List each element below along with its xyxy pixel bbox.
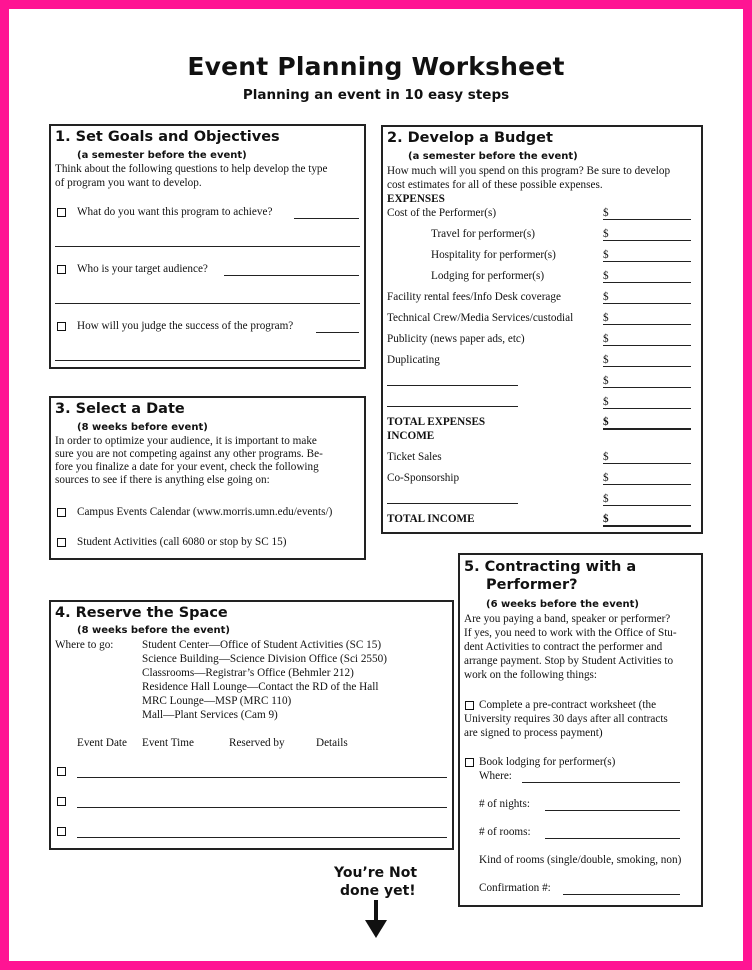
section-heading: 4. Reserve the Space <box>55 605 228 621</box>
answer-line[interactable] <box>294 218 359 219</box>
checkbox[interactable] <box>465 758 474 767</box>
where-label: Where to go: <box>55 639 114 651</box>
page-subtitle: Planning an event in 10 easy steps <box>242 87 510 103</box>
blank-income-line[interactable] <box>387 503 518 504</box>
question-label: Who is your target audience? <box>77 263 208 275</box>
checkbox[interactable] <box>57 322 66 331</box>
dollar-sign: $ <box>603 354 609 366</box>
total-expenses-label: TOTAL EXPENSES <box>387 416 486 428</box>
expense-item: Cost of the Performer(s) <box>387 207 497 219</box>
section-text: If yes, you need to work with the Office of Stu- <box>464 627 677 639</box>
reservation-line[interactable] <box>77 807 447 808</box>
location-item: Student Center—Office of Student Activities (SC 15) <box>142 639 382 651</box>
income-item: Co-Sponsorship <box>387 472 460 484</box>
section-intro: of program you want to develop. <box>55 177 202 189</box>
section-budget <box>381 125 703 534</box>
dollar-sign: $ <box>603 493 609 505</box>
column-header: Event Date <box>77 737 128 749</box>
rooms-label: # of rooms: <box>479 826 531 838</box>
dollar-sign: $ <box>603 396 609 408</box>
dollar-sign: $ <box>603 513 609 525</box>
amount-field[interactable] <box>603 261 691 262</box>
dollar-sign: $ <box>603 228 609 240</box>
lodging-where-field[interactable] <box>522 782 680 783</box>
rooms-field[interactable] <box>545 838 680 839</box>
column-header: Event Time <box>142 737 194 749</box>
arrow-down-icon <box>364 900 388 940</box>
checkbox[interactable] <box>465 701 474 710</box>
section-intro: How much will you spend on this program? Be sure to develop <box>387 165 671 177</box>
question-label: What do you want this program to achieve? <box>77 206 273 218</box>
amount-field[interactable] <box>603 484 691 485</box>
section-heading: 3. Select a Date <box>55 401 185 417</box>
confirmation-field[interactable] <box>563 894 680 895</box>
answer-line[interactable] <box>55 303 360 304</box>
section-heading: 1. Set Goals and Objectives <box>55 129 280 145</box>
dollar-sign: $ <box>603 249 609 261</box>
checkbox[interactable] <box>57 538 66 547</box>
lodging-where-label: Where: <box>479 770 512 782</box>
continue-note: done yet! <box>340 883 416 899</box>
checkbox[interactable] <box>57 208 66 217</box>
amount-field[interactable] <box>603 219 691 220</box>
checklist-item: Campus Events Calendar (www.morris.umn.edu/events/) <box>77 506 333 518</box>
section-heading: 2. Develop a Budget <box>387 130 553 146</box>
amount-field[interactable] <box>603 240 691 241</box>
section-text: Are you paying a band, speaker or performer? <box>464 613 671 625</box>
blank-expense-line[interactable] <box>387 406 518 407</box>
section-timing: (a semester before the event) <box>77 150 247 161</box>
section-text: work on the following things: <box>464 669 597 681</box>
location-item: Science Building—Science Division Office (Sci 2550) <box>142 653 387 665</box>
reservation-line[interactable] <box>77 777 447 778</box>
location-item: Classrooms—Registrar’s Office (Behmler 212) <box>142 667 354 679</box>
nights-field[interactable] <box>545 810 680 811</box>
total-income-label: TOTAL INCOME <box>387 513 475 525</box>
dollar-sign: $ <box>603 291 609 303</box>
amount-field[interactable] <box>603 324 691 325</box>
dollar-sign: $ <box>603 375 609 387</box>
section-heading: Performer? <box>486 577 578 593</box>
answer-line[interactable] <box>316 332 359 333</box>
section-timing: (a semester before the event) <box>408 151 578 162</box>
total-expenses-field[interactable] <box>603 428 691 430</box>
expense-item: Technical Crew/Media Services/custodial <box>387 312 574 324</box>
amount-field[interactable] <box>603 505 691 506</box>
dollar-sign: $ <box>603 416 609 428</box>
section-goals <box>49 124 366 369</box>
column-header: Details <box>316 737 348 749</box>
expense-item: Travel for performer(s) <box>431 228 535 240</box>
amount-field[interactable] <box>603 408 691 409</box>
amount-field[interactable] <box>603 387 691 388</box>
answer-line[interactable] <box>55 246 360 247</box>
section-date <box>49 396 366 560</box>
location-item: Residence Hall Lounge—Contact the RD of the Hall <box>142 681 379 693</box>
income-item: Ticket Sales <box>387 451 442 463</box>
answer-line[interactable] <box>224 275 359 276</box>
checklist-item: are signed to process payment) <box>464 727 603 739</box>
dollar-sign: $ <box>603 451 609 463</box>
location-item: MRC Lounge—MSP (MRC 110) <box>142 695 292 707</box>
section-text: In order to optimize your audience, it is important to make <box>55 435 317 447</box>
checkbox[interactable] <box>57 767 66 776</box>
section-intro: cost estimates for all of these possible expenses. <box>387 179 603 191</box>
dollar-sign: $ <box>603 333 609 345</box>
column-header: Reserved by <box>229 737 285 749</box>
nights-label: # of nights: <box>479 798 530 810</box>
section-heading: 5. Contracting with a <box>464 559 637 575</box>
checklist-item: Complete a pre-contract worksheet (the <box>479 699 657 711</box>
room-kind-label: Kind of rooms (single/double, smoking, non) <box>479 854 682 866</box>
dollar-sign: $ <box>603 270 609 282</box>
expense-item: Duplicating <box>387 354 440 366</box>
expense-item: Lodging for performer(s) <box>431 270 545 282</box>
section-text: sure you are not competing against any other programs. Be- <box>55 448 323 460</box>
section-text: dent Activities to contract the performer and <box>464 641 663 653</box>
amount-field[interactable] <box>603 303 691 304</box>
location-item: Mall—Plant Services (Cam 9) <box>142 709 278 721</box>
question-label: How will you judge the success of the program? <box>77 320 294 332</box>
dollar-sign: $ <box>603 312 609 324</box>
section-reserve-space <box>49 600 454 850</box>
checklist-item: University requires 30 days after all contracts <box>464 713 668 725</box>
blank-expense-line[interactable] <box>387 385 518 386</box>
section-text: sources to see if there is anything else going on: <box>55 474 270 486</box>
continue-note: You’re Not <box>334 865 418 881</box>
checkbox[interactable] <box>57 508 66 517</box>
section-text: arrange payment. Stop by Student Activities to <box>464 655 674 667</box>
expense-item: Hospitality for performer(s) <box>431 249 556 261</box>
amount-field[interactable] <box>603 463 691 464</box>
total-income-field[interactable] <box>603 525 691 527</box>
checkbox[interactable] <box>57 797 66 806</box>
page-title: Event Planning Worksheet <box>187 52 565 81</box>
section-contracting <box>458 553 703 907</box>
checklist-item: Book lodging for performer(s) <box>479 756 616 768</box>
expense-item: Facility rental fees/Info Desk coverage <box>387 291 561 303</box>
section-timing: (8 weeks before event) <box>77 422 208 433</box>
section-timing: (8 weeks before the event) <box>77 625 230 636</box>
checkbox[interactable] <box>57 265 66 274</box>
expenses-label: EXPENSES <box>387 193 445 205</box>
checklist-item: Student Activities (call 6080 or stop by SC 15) <box>77 536 287 548</box>
reservation-line[interactable] <box>77 837 447 838</box>
section-text: fore you finalize a date for your event, check the following <box>55 461 319 473</box>
section-timing: (6 weeks before the event) <box>486 599 639 610</box>
answer-line[interactable] <box>55 360 360 361</box>
amount-field[interactable] <box>603 282 691 283</box>
income-label: INCOME <box>387 430 435 442</box>
amount-field[interactable] <box>603 345 691 346</box>
checkbox[interactable] <box>57 827 66 836</box>
dollar-sign: $ <box>603 207 609 219</box>
dollar-sign: $ <box>603 472 609 484</box>
section-intro: Think about the following questions to help develop the type <box>55 163 328 175</box>
expense-item: Publicity (news paper ads, etc) <box>387 333 525 345</box>
amount-field[interactable] <box>603 366 691 367</box>
confirmation-label: Confirmation #: <box>479 882 551 894</box>
